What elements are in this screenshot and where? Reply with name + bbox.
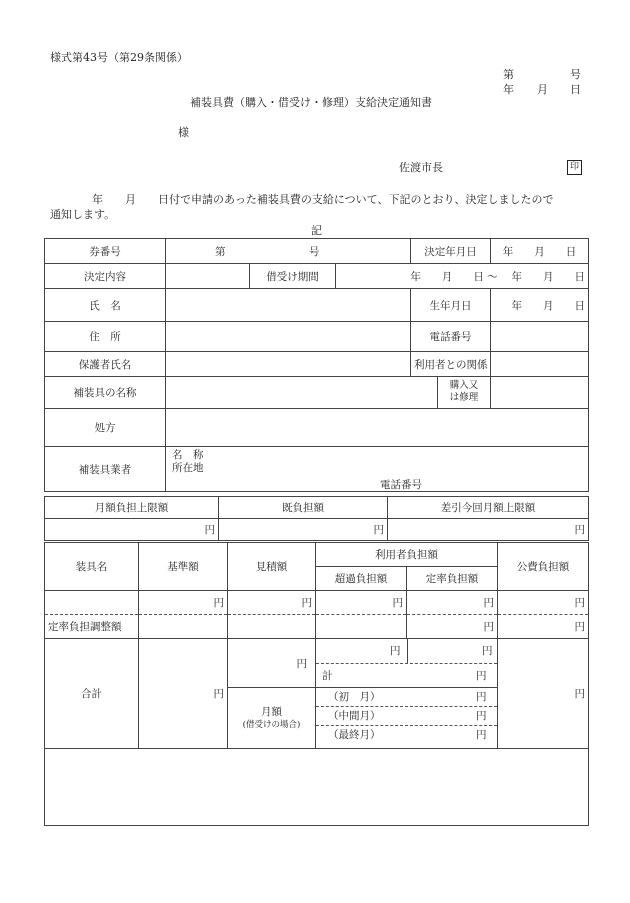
guardian-value[interactable] [166,352,411,377]
seal-stamp: 印 [567,160,582,175]
phone-label: 電話番号 [411,322,491,352]
prescription-label: 処方 [45,409,166,447]
remaining-cap-label: 差引今回月額上限額 [388,497,589,519]
monthly-cap-value[interactable]: 円 [45,519,219,541]
issue-year: 年 [503,83,514,96]
decision-content-label: 決定内容 [45,264,166,289]
form-number: 様式第43号（第29条関係） [50,51,188,64]
ticket-label: 券番号 [45,239,166,264]
ticket-go: 号 [308,245,320,258]
already-paid-label: 既負担額 [219,497,388,519]
base-amount-label: 基準額 [139,543,228,591]
sum-label: 計 [322,670,333,682]
vendor-location-label: 所在地 [172,462,204,474]
ticket-dai: 第 [215,245,226,258]
public-burden-label: 公費負担額 [498,543,589,591]
already-paid-value[interactable]: 円 [219,519,388,541]
info-table [44,238,589,492]
prescription-value[interactable] [166,409,589,447]
sum-yen[interactable]: 円 [476,670,487,682]
issue-day: 日 [570,83,581,96]
total-base-value[interactable]: 円 [139,639,228,749]
purchase-or-repair-label: 購入又 は修理 [437,377,490,408]
base-amount-value[interactable]: 円 [139,591,228,615]
last-month-yen[interactable]: 円 [476,729,487,741]
body-line-2: 通知します。 [50,208,116,221]
device-value[interactable] [45,591,139,615]
total-estimate-cell [228,639,316,749]
limits-table [44,496,589,541]
monthly-label: 月額 [261,706,282,718]
name-label: 氏 名 [45,289,166,322]
user-burden-total-cell [316,639,498,749]
fixed-rate-label: 定率負担額 [407,567,498,591]
public-burden-value[interactable]: 円 [498,591,589,615]
phone-value[interactable] [491,322,589,352]
estimate-label: 見積額 [228,543,316,591]
rental-period-label: 借受け期間 [250,264,336,289]
address-label: 住 所 [45,322,166,352]
estimate-value[interactable]: 円 [228,591,316,615]
excess-label: 超過負担額 [316,567,407,591]
first-month-yen[interactable]: 円 [476,691,487,703]
body-line-1: 年 月 日付で申請のあった補装具費の支給について、下記のとおり、決定しましたので [92,193,554,206]
decision-content-value[interactable] [166,264,250,289]
excess-value[interactable]: 円 [316,591,407,615]
address-value[interactable] [166,322,411,352]
birth-value[interactable]: 年 月 日 [491,289,589,322]
rental-case-note: (借受けの場合) [242,720,301,730]
middle-month-label: （中間月） [328,710,381,722]
first-month-label: （初 月） [328,691,381,703]
rental-period-value[interactable]: 年 月 日 〜 年 月 日 [336,264,589,289]
ticket-number-cell[interactable] [166,239,411,264]
total-label: 合計 [45,639,139,749]
document-title: 補装具費（購入・借受け・修理）支給決定通知書 [190,96,432,109]
middle-month-yen[interactable]: 円 [476,710,487,722]
costs-table [44,542,589,826]
total-excess-yen[interactable]: 円 [390,645,401,657]
user-burden-label: 利用者負担額 [316,543,498,567]
addressee-suffix: 様 [178,126,189,139]
device-label: 装具名 [45,543,139,591]
adjustment-fixed-rate-value[interactable]: 円 [407,615,498,639]
last-month-label: （最終月） [328,729,381,741]
vendor-label: 補装具業者 [45,447,166,492]
number-suffix: 号 [570,68,581,81]
total-public-value[interactable]: 円 [498,639,589,749]
vendor-value[interactable] [166,447,589,492]
guardian-label: 保護者氏名 [45,352,166,377]
adjustment-public-value[interactable]: 円 [498,615,589,639]
relation-value[interactable] [491,352,589,377]
vendor-phone-label: 電話番号 [380,479,422,491]
decision-date-label: 決定年月日 [411,239,491,264]
number-prefix: 第 [503,68,514,81]
remarks-area[interactable] [45,749,589,826]
device-name-label: 補装具の名称 [45,377,166,409]
monthly-cap-label: 月額負担上限額 [45,497,219,519]
total-estimate-yen[interactable]: 円 [296,658,307,670]
birth-label: 生年月日 [411,289,491,322]
decision-date-value[interactable]: 年 月 日 [491,239,589,264]
device-name-value[interactable] [166,377,491,409]
issue-month: 月 [537,83,548,96]
fixed-rate-value[interactable]: 円 [407,591,498,615]
purchase-or-repair-value[interactable] [491,377,589,409]
name-value[interactable] [166,289,411,322]
remaining-cap-value[interactable]: 円 [388,519,589,541]
relation-label: 利用者との関係 [411,352,491,377]
vendor-name-label: 名 称 [172,449,204,461]
adjustment-label: 定率負担調整額 [45,615,139,639]
total-fixed-yen[interactable]: 円 [482,645,493,657]
issuer: 佐渡市長 [399,161,443,174]
ki-heading: 記 [311,224,322,237]
